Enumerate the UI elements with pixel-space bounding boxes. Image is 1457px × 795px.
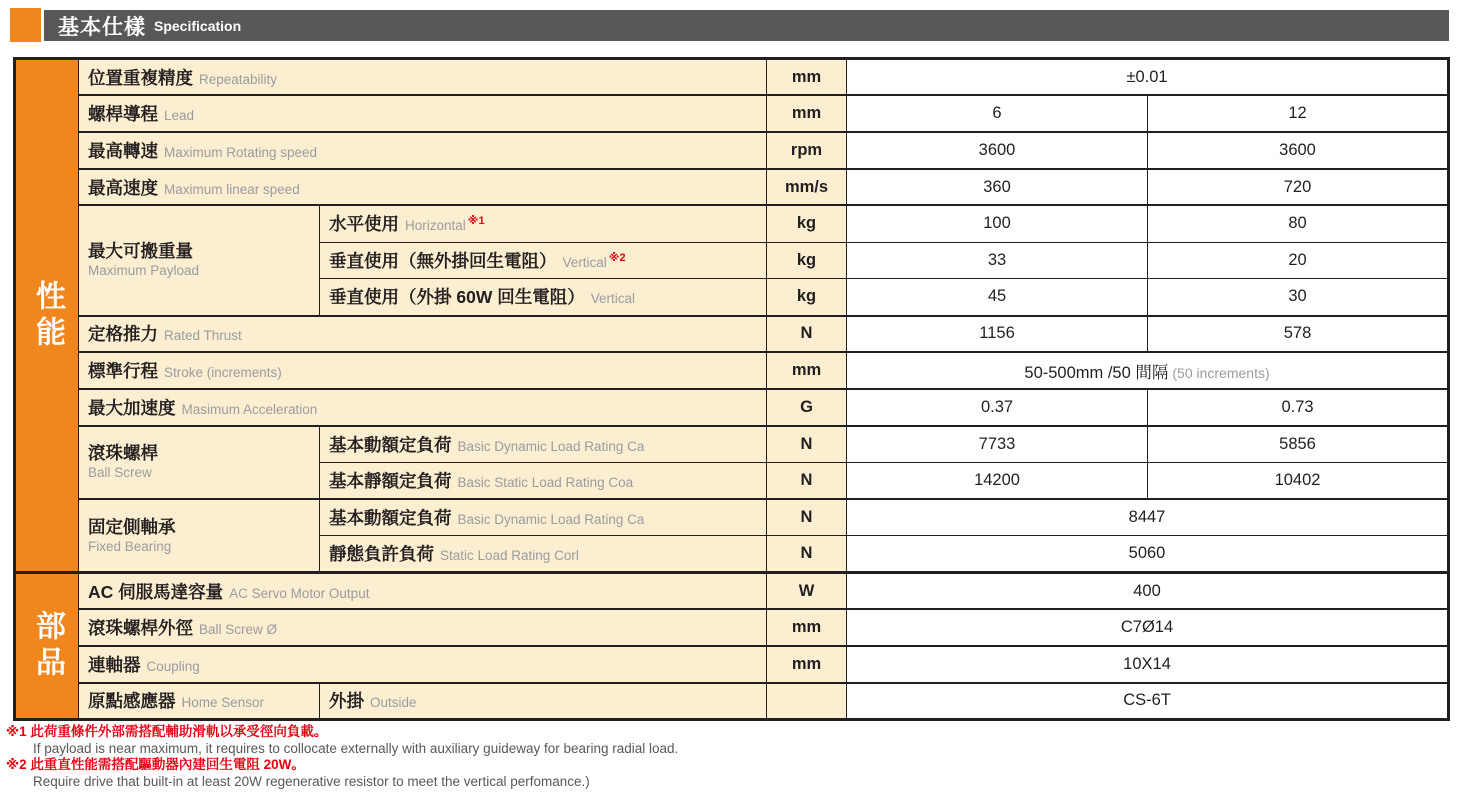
page-title-zh: 基本仕樣 — [58, 15, 146, 39]
payload-horizontal-value-2: 80 — [1148, 205, 1449, 242]
section-label-performance — [15, 59, 79, 573]
payload-vertical-res-value-2: 30 — [1148, 279, 1449, 316]
payload-horizontal-value-1: 100 — [847, 205, 1148, 242]
payload-vertical-nores-unit: kg — [767, 242, 847, 279]
acceleration-value-1: 0.37 — [847, 389, 1148, 426]
linear-speed-value-2: 720 — [1148, 169, 1449, 206]
payload-group-label: 最大可搬重量 Maximum Payload — [79, 205, 320, 315]
thrust-label: 定格推力 Rated Thrust — [79, 316, 767, 353]
lead-unit: mm — [767, 95, 847, 132]
table-row — [15, 683, 1449, 720]
payload-vertical-nores-label: 垂直使用（無外掛回生電阻） Vertical $^{※2}$ — [320, 242, 767, 279]
thrust-value-2: 578 — [1148, 316, 1449, 353]
footnotes — [6, 724, 678, 790]
fixed-bearing-static-value: 5060 — [847, 536, 1449, 573]
ball-screw-dynamic-value-1: 7733 — [847, 426, 1148, 463]
motor-label: AC 伺服馬達容量 AC Servo Motor Output — [79, 573, 767, 610]
coupling-unit: mm — [767, 646, 847, 683]
specification-table — [13, 57, 1450, 721]
lead-value-2: 12 — [1148, 95, 1449, 132]
table-row — [15, 646, 1449, 683]
acceleration-unit: G — [767, 389, 847, 426]
repeatability-unit: mm — [767, 59, 847, 96]
ball-screw-static-label: 基本靜額定負荷 Basic Static Load Rating Coa — [320, 462, 767, 499]
fixed-bearing-dynamic-unit: N — [767, 499, 847, 536]
coupling-value: 10X14 — [847, 646, 1449, 683]
table-row — [15, 59, 1449, 96]
table-row — [15, 316, 1449, 353]
rotating-speed-unit: rpm — [767, 132, 847, 169]
screw-diameter-unit: mm — [767, 609, 847, 646]
repeatability-value: ±0.01 — [847, 59, 1449, 96]
rotating-speed-label: 最高轉速 Maximum Rotating speed — [79, 132, 767, 169]
screw-diameter-value: C7Ø14 — [847, 609, 1449, 646]
ball-screw-static-value-2: 10402 — [1148, 462, 1449, 499]
footnote-1-en: If payload is near maximum, it requires to collocate externally with auxiliary guideway for bearing radial load. — [33, 740, 679, 756]
table-row — [15, 169, 1449, 206]
payload-vertical-nores-value-1: 33 — [847, 242, 1148, 279]
fixed-bearing-dynamic-value: 8447 — [847, 499, 1449, 536]
screw-diameter-label: 滾珠螺桿外徑 Ball Screw Ø — [79, 609, 767, 646]
home-sensor-value: CS-6T — [847, 683, 1449, 720]
ball-screw-dynamic-unit: N — [767, 426, 847, 463]
lead-value-1: 6 — [847, 95, 1148, 132]
thrust-unit: N — [767, 316, 847, 353]
stroke-value: 50-500mm /50 間隔 (50 increments) — [847, 352, 1449, 389]
linear-speed-label: 最高速度 Maximum linear speed — [79, 169, 767, 206]
fixed-bearing-dynamic-label: 基本動額定負荷 Basic Dynamic Load Rating Ca — [320, 499, 767, 536]
footnote-mark-1: ※1 — [467, 215, 485, 228]
performance-vertical-label: 性能 — [31, 279, 64, 352]
payload-horizontal-unit: kg — [767, 205, 847, 242]
stroke-value-note: (50 increments) — [1172, 364, 1270, 381]
motor-unit: W — [767, 573, 847, 610]
table-row — [15, 352, 1449, 389]
fixed-bearing-static-label: 靜態負許負荷 Static Load Rating Corl — [320, 536, 767, 573]
stroke-unit: mm — [767, 352, 847, 389]
footnote-1-zh: ※1 此荷重條件外部需搭配輔助滑軌以承受徑向負載。 — [6, 724, 328, 739]
table-row — [15, 499, 1449, 536]
thrust-value-1: 1156 — [847, 316, 1148, 353]
ball-screw-static-value-1: 14200 — [847, 462, 1148, 499]
linear-speed-value-1: 360 — [847, 169, 1148, 206]
ball-screw-dynamic-value-2: 5856 — [1148, 426, 1449, 463]
ball-screw-group-label: 滾珠螺桿 Ball Screw — [79, 426, 320, 499]
footnote-2-en: Require drive that built-in at least 20W regenerative resistor to meet the vertical perfomance.) — [33, 773, 590, 789]
payload-vertical-nores-value-2: 20 — [1148, 242, 1449, 279]
repeatability-label: 位置重複精度 Repeatability — [79, 59, 767, 96]
section-label-parts — [15, 573, 79, 720]
section-header-bar — [44, 10, 1449, 41]
table-row — [15, 205, 1449, 242]
table-row — [15, 609, 1449, 646]
parts-vertical-label: 部品 — [31, 610, 64, 682]
home-sensor-unit — [767, 683, 847, 720]
acceleration-label: 最大加速度 Masimum Acceleration — [79, 389, 767, 426]
motor-value: 400 — [847, 573, 1449, 610]
fixed-bearing-group-label: 固定側軸承 Fixed Bearing — [79, 499, 320, 572]
payload-vertical-res-unit: kg — [767, 279, 847, 316]
payload-horizontal-label: 水平使用 Horizontal $^{※1}$ — [320, 205, 767, 242]
linear-speed-unit: mm/s — [767, 169, 847, 206]
home-sensor-label: 原點感應器 Home Sensor — [79, 683, 320, 720]
acceleration-value-2: 0.73 — [1148, 389, 1449, 426]
table-row — [15, 95, 1449, 132]
payload-vertical-res-label: 垂直使用（外掛 60W 回生電阻） Vertical — [320, 279, 767, 316]
ball-screw-static-unit: N — [767, 462, 847, 499]
footnote-2-zh: ※2 此重直性能需搭配驅動器內建回生電阻 20W。 — [6, 757, 305, 772]
rotating-speed-value-2: 3600 — [1148, 132, 1449, 169]
table-row — [15, 426, 1449, 463]
stroke-label: 標準行程 Stroke (increments) — [79, 352, 767, 389]
fixed-bearing-static-unit: N — [767, 536, 847, 573]
lead-label: 螺桿導程 Lead — [79, 95, 767, 132]
table-row — [15, 573, 1449, 610]
page-title-en: Specification — [154, 17, 242, 34]
accent-square — [10, 8, 41, 42]
payload-vertical-res-value-1: 45 — [847, 279, 1148, 316]
rotating-speed-value-1: 3600 — [847, 132, 1148, 169]
footnote-mark-2: ※2 — [608, 251, 626, 264]
ball-screw-dynamic-label: 基本動額定負荷 Basic Dynamic Load Rating Ca — [320, 426, 767, 463]
coupling-label: 連軸器 Coupling — [79, 646, 767, 683]
table-row — [15, 389, 1449, 426]
table-row — [15, 132, 1449, 169]
home-sensor-sub-label: 外掛 Outside — [320, 683, 767, 720]
